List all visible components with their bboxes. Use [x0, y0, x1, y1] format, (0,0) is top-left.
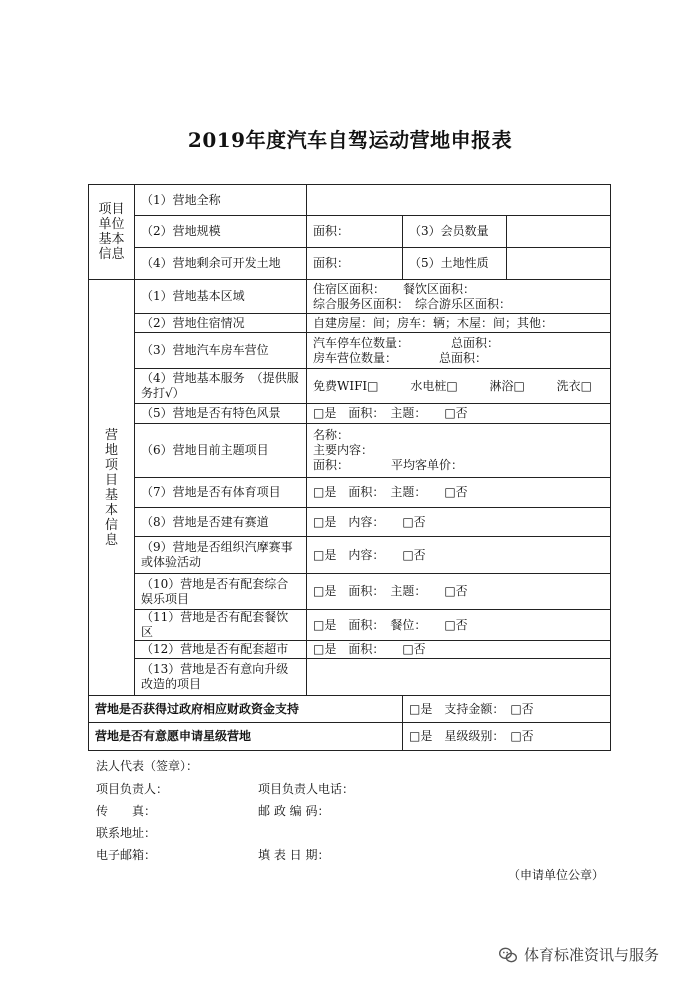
laundry-checkbox[interactable]: 洗衣□ [556, 378, 592, 393]
legal-rep-label: 法人代表（签章）： [96, 759, 199, 773]
field-label: （1）营地全称 [135, 185, 307, 216]
section-label-project-info: 营地项目基本信息 [89, 280, 135, 696]
row-basic-services [89, 369, 611, 404]
row-dining [89, 610, 611, 641]
field-label: 营地是否有意愿申请星级营地 [89, 723, 403, 751]
row-accommodation [89, 314, 611, 333]
events-options[interactable]: □是 内容： □否 [307, 537, 611, 574]
field-label: （5）土地性质 [403, 248, 507, 280]
legal-rep-line [96, 757, 198, 774]
field-label: （8）营地是否建有赛道 [135, 508, 307, 537]
sports-options[interactable]: □是 面积： 主题： □否 [307, 478, 611, 508]
row-basic-area [89, 280, 611, 314]
field-label: （11）营地是否有配套餐饮区 [135, 610, 307, 641]
manager-line [96, 780, 355, 797]
value-line: 主要内容： [313, 443, 374, 457]
field-label: （4）营地基本服务 （提供服务打√） [135, 369, 307, 404]
value-line: 名称： [313, 428, 350, 442]
value-line: 汽车停车位数量： 总面积： [313, 335, 500, 350]
shower-checkbox[interactable]: 淋浴□ [489, 378, 525, 393]
section-label-unit-info: 项目单位基本信息 [89, 185, 135, 280]
fax-label: 传 真： [96, 804, 157, 818]
field-label: （12）营地是否有配套超市 [135, 641, 307, 659]
value-line: 住宿区面积： 餐饮区面积： [313, 281, 476, 296]
field-label: （4）营地剩余可开发土地 [135, 248, 307, 280]
manager-phone-label: 项目负责人电话： [258, 782, 355, 796]
star-rating-options[interactable]: □是 星级级别： □否 [403, 723, 611, 751]
row-upgrade [89, 659, 611, 696]
entertainment-options[interactable]: □是 面积： 主题： □否 [307, 574, 611, 610]
row-camp-fullname [89, 185, 611, 216]
basic-services-options [307, 369, 611, 404]
address-label: 联系地址： [96, 826, 157, 840]
row-rv-spots [89, 333, 611, 369]
gov-funding-options[interactable]: □是 支持金额： □否 [403, 696, 611, 723]
race-track-options[interactable]: □是 内容： □否 [307, 508, 611, 537]
stamp-note: （申请单位公章） [508, 868, 605, 882]
field-label: （10）营地是否有配套综合娱乐项目 [135, 574, 307, 610]
field-label: （13）营地是否有意向升级改造的项目 [135, 659, 307, 696]
fill-date-label: 填 表 日 期： [258, 848, 330, 862]
field-label: （3）会员数量 [403, 216, 507, 248]
rv-spots-input[interactable] [307, 333, 611, 369]
supermarket-options[interactable]: □是 面积： □否 [307, 641, 611, 659]
application-form-table [88, 184, 611, 751]
watermark [498, 944, 659, 965]
remaining-area-input[interactable]: 面积： [307, 248, 403, 280]
basic-area-input[interactable] [307, 280, 611, 314]
upgrade-input[interactable] [307, 659, 611, 696]
postcode-label: 邮 政 编 码： [258, 804, 330, 818]
row-entertainment [89, 574, 611, 610]
row-remaining-land [89, 248, 611, 280]
field-label: （9）营地是否组织汽摩赛事或体验活动 [135, 537, 307, 574]
watermark-text: 体育标准资讯与服务 [524, 946, 660, 964]
camp-area-input[interactable]: 面积： [307, 216, 403, 248]
row-camp-scale [89, 216, 611, 248]
camp-fullname-input[interactable] [307, 185, 611, 216]
field-label: （1）营地基本区域 [135, 280, 307, 314]
dining-options[interactable]: □是 面积： 餐位： □否 [307, 610, 611, 641]
row-gov-funding [89, 696, 611, 723]
page-title: 2019年度汽车自驾运动营地申报表 [187, 128, 513, 152]
row-theme-projects [89, 424, 611, 478]
charging-pile-checkbox[interactable]: 水电桩□ [410, 378, 458, 393]
value-line: 房车营位数量： 总面积： [313, 350, 488, 365]
fax-line [96, 802, 330, 819]
row-sports [89, 478, 611, 508]
accommodation-input[interactable]: 自建房屋：间；房车：辆；木屋：间；其他： [307, 314, 611, 333]
land-nature-input[interactable] [507, 248, 611, 280]
address-line [96, 824, 156, 841]
row-star-rating [89, 723, 611, 751]
theme-projects-input[interactable] [307, 424, 611, 478]
field-label: （6）营地目前主题项目 [135, 424, 307, 478]
field-label: （5）营地是否有特色风景 [135, 404, 307, 424]
manager-label: 项目负责人： [96, 782, 169, 796]
field-label: （7）营地是否有体育项目 [135, 478, 307, 508]
row-race-track [89, 508, 611, 537]
row-supermarket [89, 641, 611, 659]
row-scenery [89, 404, 611, 424]
wifi-checkbox[interactable]: 免费WIFI□ [313, 378, 379, 393]
row-events [89, 537, 611, 574]
field-label: （2）营地住宿情况 [135, 314, 307, 333]
value-line: 面积： 平均客单价： [313, 458, 464, 472]
field-label: （2）营地规模 [135, 216, 307, 248]
member-count-input[interactable] [507, 216, 611, 248]
field-label: （3）营地汽车房车营位 [135, 333, 307, 369]
value-line: 综合服务区面积： 综合游乐区面积： [313, 296, 512, 311]
field-label: 营地是否获得过政府相应财政资金支持 [89, 696, 403, 723]
email-label: 电子邮箱： [96, 848, 157, 862]
wechat-icon [498, 945, 518, 965]
email-line [96, 846, 330, 863]
scenery-options[interactable]: □是 面积： 主题： □否 [307, 404, 611, 424]
